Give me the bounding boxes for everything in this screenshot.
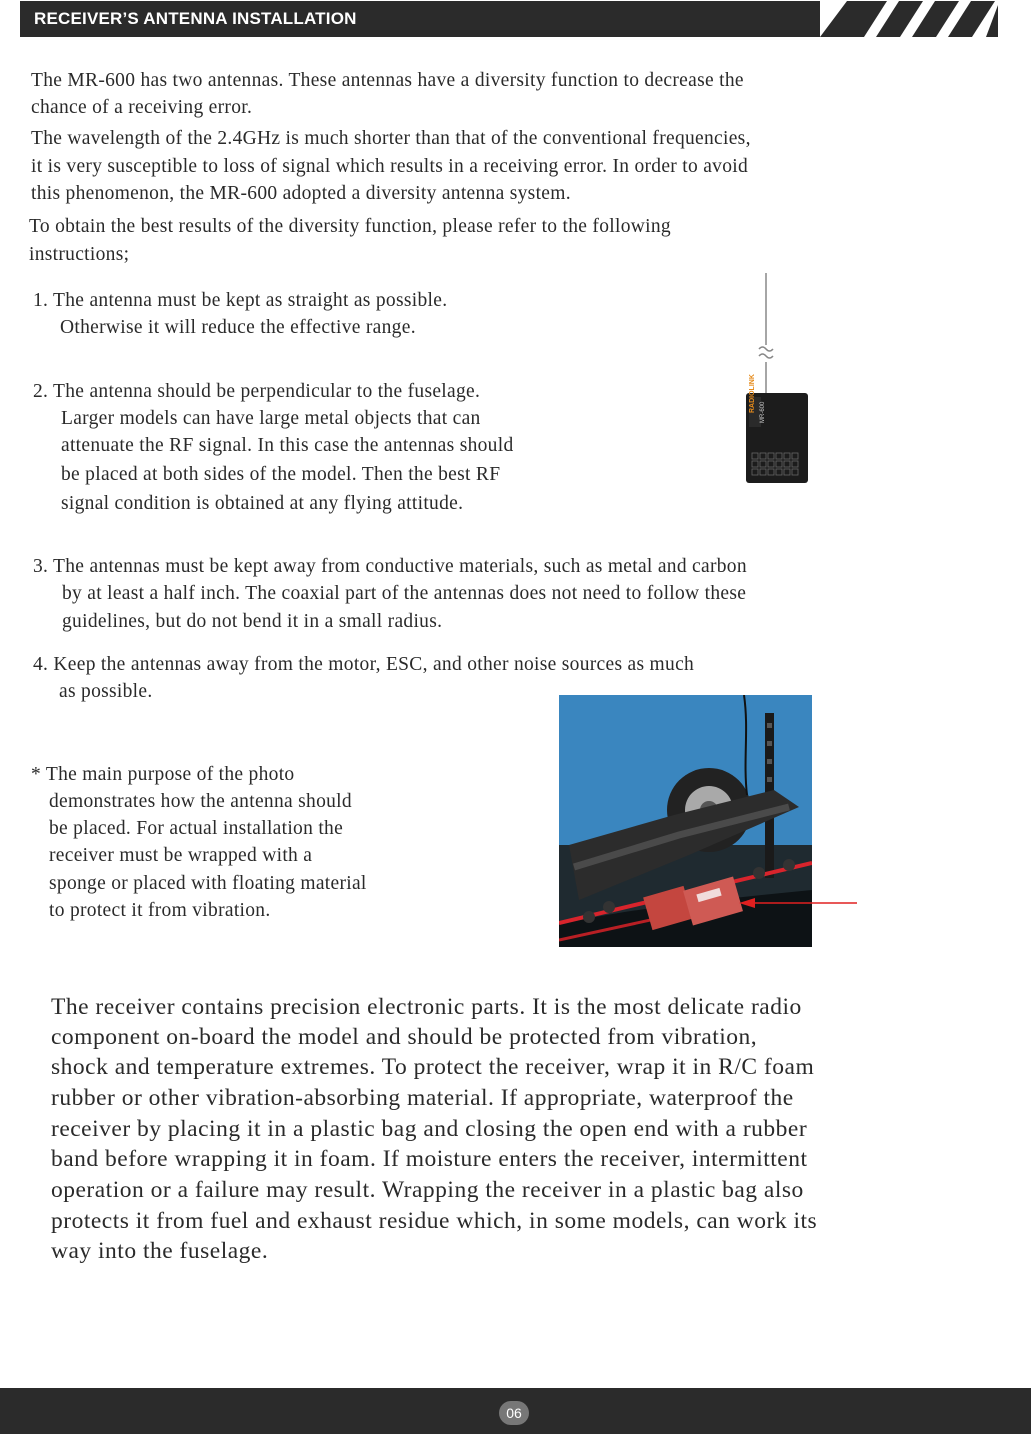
closing-paragraph-line-9: way into the fuselage.: [51, 1238, 269, 1264]
closing-paragraph-line-8: protects it from fuel and exhaust residue which, in some models, can work its: [51, 1208, 818, 1234]
instruction-1-line-2: Otherwise it will reduce the effective range.: [60, 317, 416, 338]
intro-paragraph-2-line-1: The wavelength of the 2.4GHz is much shorter than that of the conventional frequencies,: [31, 128, 751, 149]
closing-paragraph-line-3: shock and temperature extremes. To protect the receiver, wrap it in R/C foam: [51, 1054, 815, 1080]
receiver-antenna-illustration: [740, 273, 810, 488]
closing-paragraph-line-1: The receiver contains precision electronic parts. It is the most delicate radio: [51, 994, 802, 1020]
intro-paragraph-1-line-2: chance of a receiving error.: [31, 97, 253, 118]
header-stripes-decoration: [820, 1, 998, 37]
photo-note-line-1: * The main purpose of the photo: [31, 764, 295, 785]
closing-paragraph-line-4: rubber or other vibration-absorbing material. If appropriate, waterproof the: [51, 1085, 794, 1111]
photo-note-line-2: demonstrates how the antenna should: [49, 791, 352, 812]
closing-paragraph-line-7: operation or a failure may result. Wrapping the receiver in a plastic bag also: [51, 1177, 804, 1203]
photo-note-line-4: receiver must be wrapped with a: [49, 845, 313, 866]
page-number: 06: [499, 1401, 529, 1425]
instruction-2-line-1: 2. The antenna should be perpendicular to the fuselage.: [33, 381, 481, 402]
instruction-2-line-5: signal condition is obtained at any flying attitude.: [61, 493, 464, 514]
instruction-3-line-2: by at least a half inch. The coaxial part of the antennas does not need to follow these: [62, 583, 747, 604]
instruction-2-line-4: be placed at both sides of the model. Then the best RF: [61, 464, 501, 485]
intro-paragraph-2-line-2: it is very susceptible to loss of signal which results in a receiving error. In order to avoid: [31, 156, 749, 177]
photo-note-line-3: be placed. For actual installation the: [49, 818, 344, 839]
section-title: RECEIVER’S ANTENNA INSTALLATION: [34, 9, 357, 28]
intro-paragraph-3-line-1: To obtain the best results of the diversity function, please refer to the following: [29, 216, 671, 237]
instruction-2-line-3: attenuate the RF signal. In this case the antennas should: [61, 435, 514, 456]
instruction-3-line-3: guidelines, but do not bend it in a small radius.: [62, 611, 443, 632]
receiver-pointer-arrow: [735, 890, 860, 916]
intro-paragraph-1-line-1: The MR-600 has two antennas. These antennas have a diversity function to decrease the: [31, 70, 744, 91]
section-header-bar: [20, 1, 998, 37]
receiver-brand-label: RADIOLINK: [749, 374, 756, 413]
page-footer-bar: [0, 1388, 1031, 1434]
instruction-4-line-2: as possible.: [59, 681, 153, 702]
instruction-3-line-1: 3. The antennas must be kept away from conductive materials, such as metal and carbon: [33, 556, 747, 577]
photo-note-line-6: to protect it from vibration.: [49, 900, 271, 921]
instruction-4-line-1: 4. Keep the antennas away from the motor, ESC, and other noise sources as much: [33, 654, 695, 675]
closing-paragraph-line-5: receiver by placing it in a plastic bag and closing the open end with a rubber: [51, 1116, 808, 1142]
photo-note-line-5: sponge or placed with floating material: [49, 873, 367, 894]
intro-paragraph-3-line-2: instructions;: [29, 244, 130, 265]
closing-paragraph-line-2: component on-board the model and should be protected from vibration,: [51, 1024, 758, 1050]
instruction-1-line-1: 1. The antenna must be kept as straight as possible.: [33, 290, 448, 311]
intro-paragraph-2-line-3: this phenomenon, the MR-600 adopted a diversity antenna system.: [31, 183, 571, 204]
receiver-model-label: MR-600: [760, 401, 766, 423]
instruction-2-line-2: Larger models can have large metal objects that can: [61, 408, 481, 429]
closing-paragraph-line-6: band before wrapping it in foam. If moisture enters the receiver, intermittent: [51, 1146, 808, 1172]
